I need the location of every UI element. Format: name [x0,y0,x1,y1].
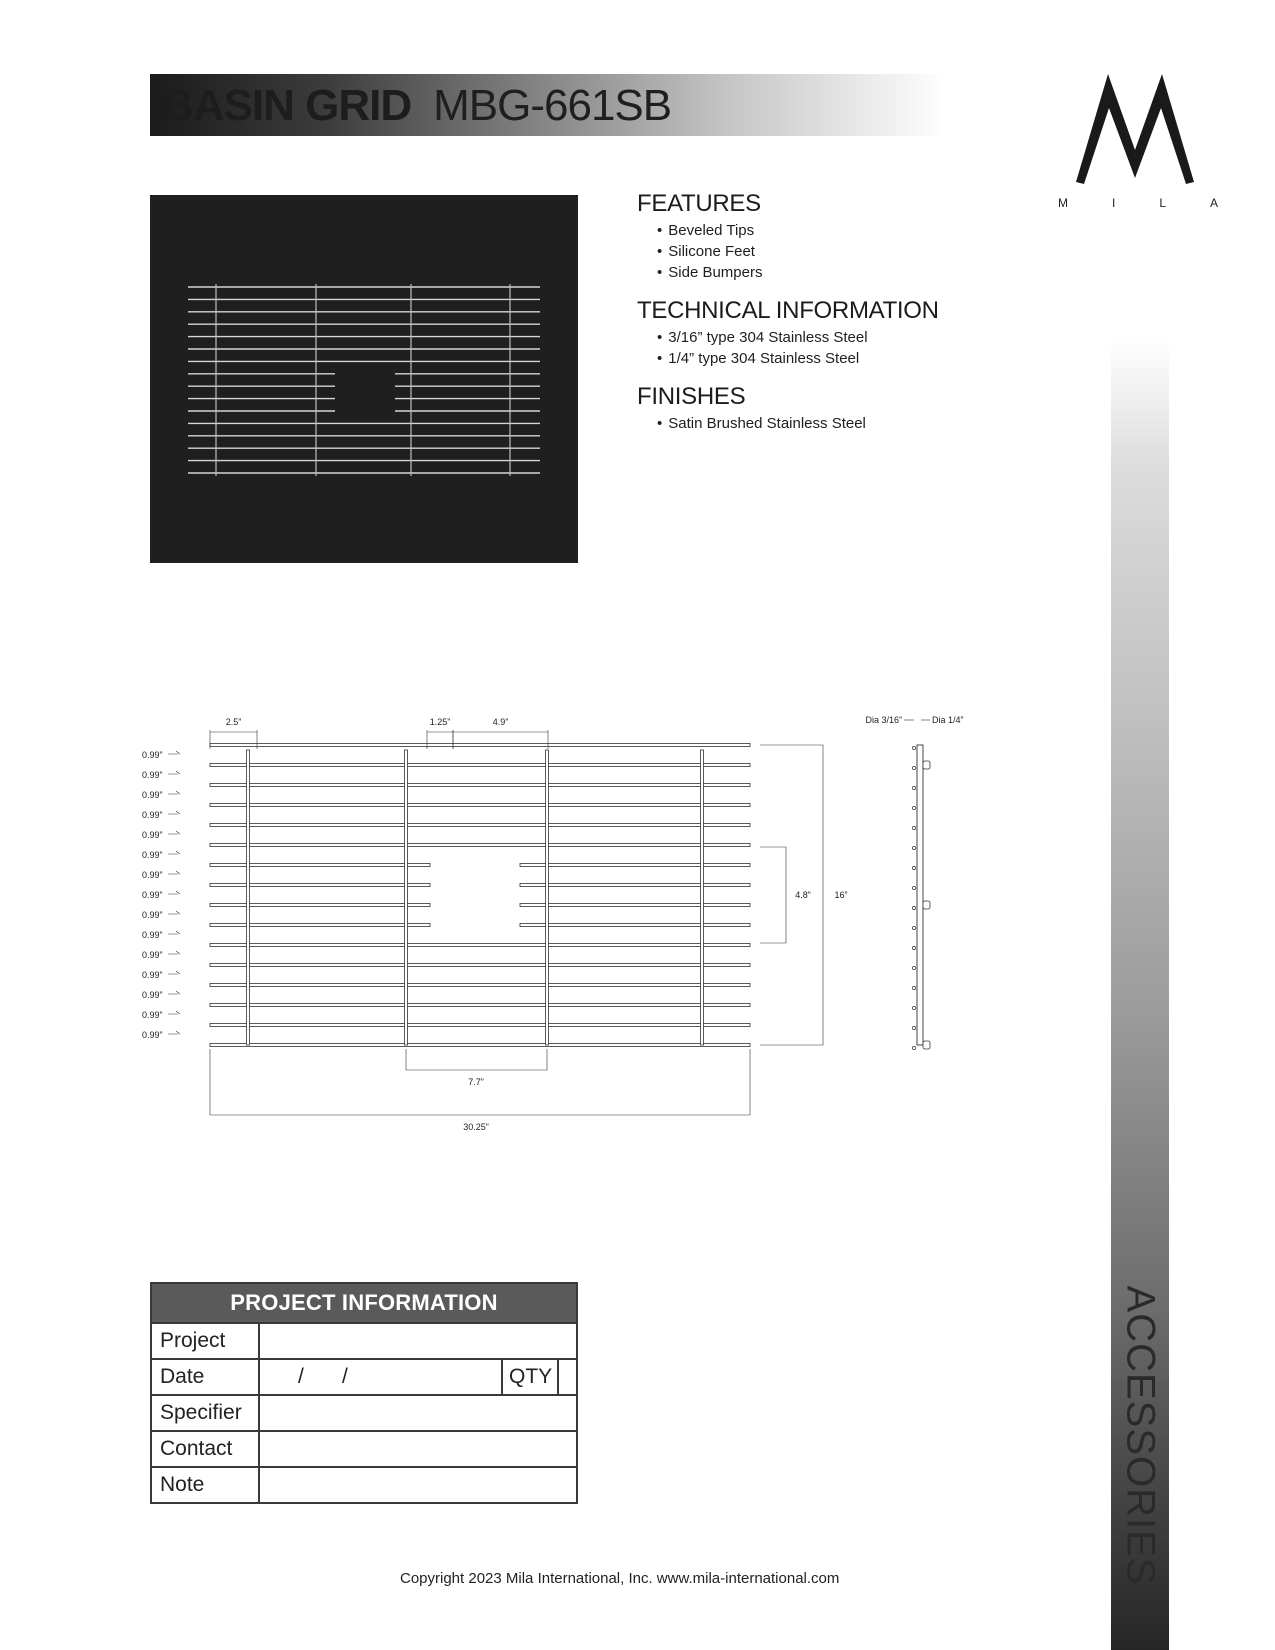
side-profile-foot [923,1041,930,1049]
drawing-bar [210,903,430,906]
finishes-heading: FINISHES [637,383,746,410]
side-profile-bar [912,826,915,829]
side-profile-bar [912,926,915,929]
side-profile-foot [923,901,930,909]
spacing-dim-label: 0.99” [142,790,163,800]
drawing-bar [210,783,750,786]
qty-label: QTY [502,1359,558,1395]
finishes-list [657,413,1057,434]
opening-height-dim [760,847,786,943]
spacing-dim-label: 0.99” [142,830,163,840]
side-profile-bar [912,746,915,749]
features-heading: FEATURES [637,190,761,217]
contact-label: Contact [151,1431,259,1467]
page-title [162,80,671,132]
side-profile-bar [912,1046,915,1049]
spacing-arrow [168,1011,180,1014]
drawing-bar [210,1043,750,1046]
spacing-arrow [168,971,180,974]
drawing-bar [210,1023,750,1026]
overall-width-label: 30.25” [463,1122,489,1132]
drawing-bar [210,963,750,966]
note-label: Note [151,1467,259,1503]
spacing-arrow [168,1031,180,1034]
date-separator: / [342,1365,348,1388]
note-field[interactable] [259,1467,577,1503]
category-label-text: ACCESSORIES [1118,1285,1163,1585]
spacing-arrow [168,871,180,874]
list-item: • 1/4” type 304 Stainless Steel [657,348,1057,369]
side-dia-right-label: Dia 1/4” [932,715,964,725]
product-type: BASIN GRID [162,81,412,130]
grid-photo-illustration [150,195,578,563]
side-profile-bar [912,1006,915,1009]
spacing-dim-label: 0.99” [142,1030,163,1040]
spacing-dim-label: 0.99” [142,970,163,980]
spacing-arrow [168,811,180,814]
overall-height-dim [760,745,823,1045]
spacing-arrow [168,951,180,954]
side-profile-bar [912,766,915,769]
opening-width-dim [406,1049,547,1070]
category-label [1111,1285,1169,1585]
top-dim-label: 1.25” [429,717,451,727]
wordmark-letter: I [1111,196,1116,210]
spacing-dim-label: 0.99” [142,1010,163,1020]
spacing-dim-label: 0.99” [142,770,163,780]
drawing-bar [520,883,750,886]
features-list [657,220,1057,283]
technical-list [657,327,1057,369]
side-profile-bar [912,946,915,949]
drawing-bar [210,843,750,846]
drawing-bar [210,923,430,926]
side-dia-left-label: Dia 3/16” [865,715,902,725]
spacing-arrow [168,891,180,894]
date-label: Date [151,1359,259,1395]
technical-heading: TECHNICAL INFORMATION [637,297,939,324]
list-item: • Side Bumpers [657,262,1057,283]
side-profile-bar [912,986,915,989]
model-number: MBG-661SB [433,81,672,130]
list-item: • Beveled Tips [657,220,1057,241]
spacing-dim-label: 0.99” [142,850,163,860]
drawing-bar [210,823,750,826]
spacing-arrow [168,791,180,794]
list-item: • Satin Brushed Stainless Steel [657,413,1057,434]
spacing-arrow [168,851,180,854]
wordmark-letter: M [1058,196,1068,210]
spacing-arrow [168,991,180,994]
drawing-bar [210,763,750,766]
drawing-support [247,750,250,1045]
logo-letter: M [1135,90,1136,91]
list-item: • 3/16” type 304 Stainless Steel [657,327,1057,348]
drawing-bar [520,903,750,906]
opening-height-label: 4.8” [795,890,811,900]
drawing-bar [210,803,750,806]
brand-wordmark [1058,196,1218,210]
drawing-bar [520,923,750,926]
drawing-support [701,750,704,1045]
side-profile-bar [912,786,915,789]
drawing-bar [520,863,750,866]
specifier-field[interactable] [259,1395,577,1431]
date-separator: / [298,1365,304,1388]
product-info [637,190,1057,448]
side-profile-foot [923,761,930,769]
side-profile-bar [912,966,915,969]
spacing-dim-label: 0.99” [142,930,163,940]
wordmark-letter: L [1159,196,1166,210]
spacing-arrow [168,911,180,914]
footer-copyright: Copyright 2023 Mila International, Inc. www.mila-international.com [400,1570,840,1587]
spacing-arrow [168,751,180,754]
drawing-bar [210,883,430,886]
spacing-dim-label: 0.99” [142,990,163,1000]
specifier-label: Specifier [151,1395,259,1431]
project-label: Project [151,1323,259,1359]
overall-height-label: 16” [834,890,848,900]
drawing-bar [210,1003,750,1006]
side-profile-bar [912,846,915,849]
wordmark-letter: A [1209,196,1218,210]
opening-width-label: 7.7” [468,1077,484,1087]
spacing-dim-label: 0.99” [142,910,163,920]
top-dim-label: 4.9” [492,717,509,727]
side-profile-bar [912,806,915,809]
list-item: • Silicone Feet [657,241,1057,262]
spacing-dim-label: 0.99” [142,870,163,880]
project-info-heading: PROJECT INFORMATION [151,1283,577,1323]
qty-field[interactable] [558,1359,577,1395]
spacing-dim-label: 0.99” [142,810,163,820]
side-profile-rail [917,745,923,1045]
project-info-table [150,1282,578,1504]
project-field[interactable] [259,1323,577,1359]
drawing-bar [210,743,750,746]
product-photo [150,195,578,563]
spacing-arrow [168,771,180,774]
spacing-dim-label: 0.99” [142,950,163,960]
spacing-dim-label: 0.99” [142,890,163,900]
side-profile-bar [912,866,915,869]
drawing-bar [210,983,750,986]
side-profile-bar [912,906,915,909]
technical-drawing [140,700,1000,1150]
drawing-bar [210,943,750,946]
drawing-support [405,750,408,1045]
contact-field[interactable] [259,1431,577,1467]
date-field[interactable] [259,1359,502,1395]
drawing-support [546,750,549,1045]
top-dim-label: 2.5” [225,717,242,727]
spacing-dim-label: 0.99” [142,750,163,760]
side-profile-bar [912,886,915,889]
drawing-bar [210,863,430,866]
spacing-arrow [168,831,180,834]
side-profile-bar [912,1026,915,1029]
spacing-arrow [168,931,180,934]
